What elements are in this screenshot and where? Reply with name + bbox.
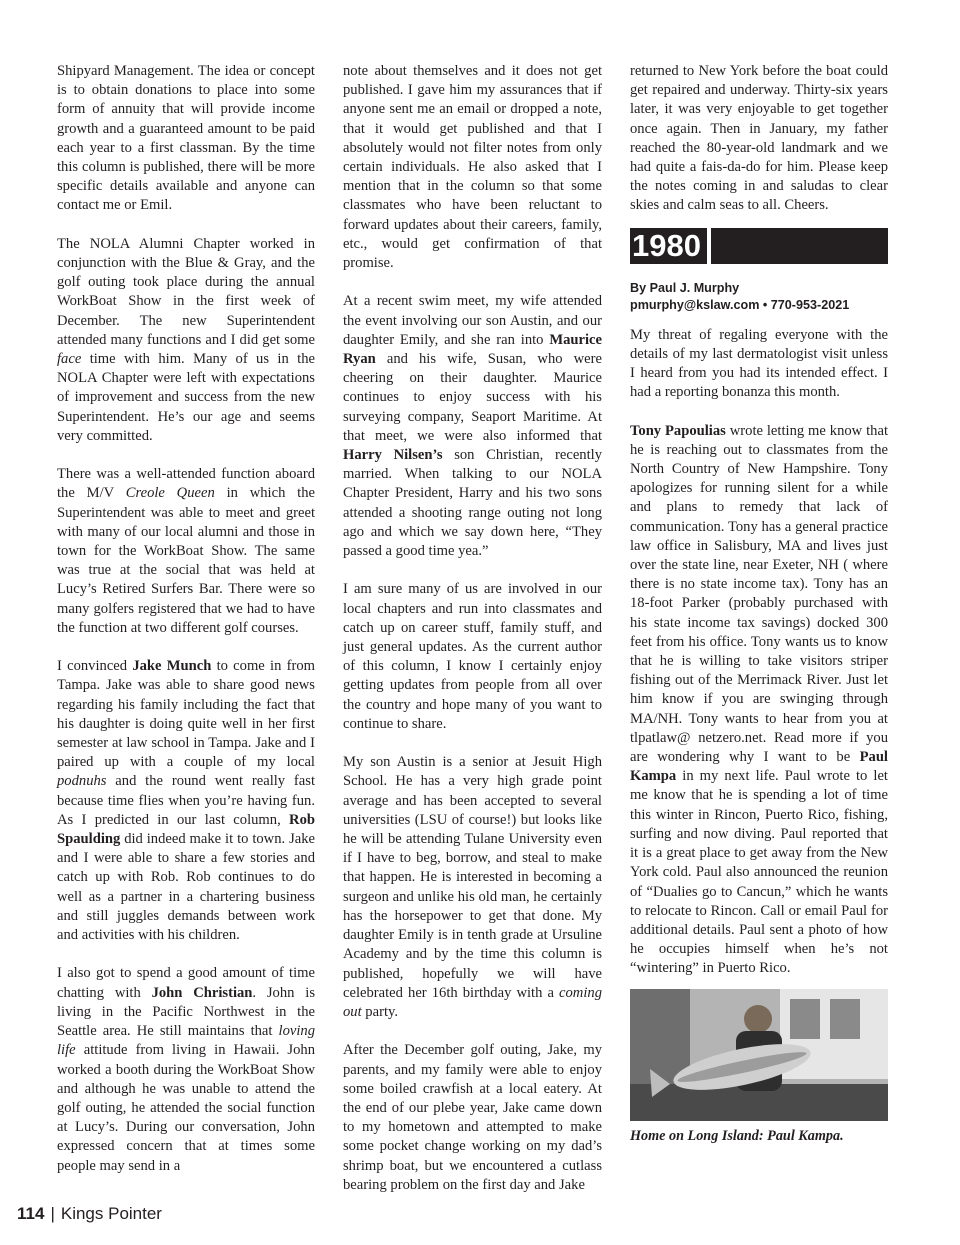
author-contact: pmurphy@kslaw.com • 770-953-2021 [630,297,850,312]
paragraph: I am sure many of us are involved in our local chapters and run into classmates and catch up on career stuff, family stuff, and just general updates. As the current author of this column, I know I certainly enjoy getting updates from people from all over the country and hope many of you want to continue to share. [343,581,602,732]
column-2 [343,62,602,1214]
paragraph: Tony Papoulias wrote letting me know that he is reaching out to classmates from the North Country of New Hampshire. Tony apologizes for running silent for a while and plans to remedy that lack of communication. Tony has a general practice law office in Salisbury, MA and lives just over the state line, near Exeter, NH ( where there is no state income tax). Tony has an 18-foot Parker (probably purchased with his state income tax savings) docked 300 feet from his office. Tony wants us to know that he is willing to take visitors striper fishing out of the Merrimack River. Just let him know if you are swinging through MA/NH. Tony wants to hear from you at tlpatlaw@ netzero.net. Read more if you are wondering why I want to be Paul Kampa in my next life. Paul wrote to let me know that he is spending a lot of time this winter in Rincon, Puerto Rico, fishing, surfing and now diving. Paul reported that it is a great place to get away from the New York cold. Paul also announced the reunion of “Dualies go to Cancun,” which he wants to relocate to Rincon. Call or email Paul for additional details. Paul sent a photo of how he occupies himself when he’s not “wintering” in Puerto Rico. [630,422,888,977]
paragraph: My son Austin is a senior at Jesuit High School. He has a very high grade point average and has been accepted to several universities (LSU of course!) but looks like he will be attending Tulane University even if I have to beg, borrow, and steal to make that happen. He is interested in becoming a surgeon and unlike his old man, he certainly has the horsepower to get that done. My daughter Emily is in tenth grade at Ursuline Academy and by the time this column is published, hopefully we will have celebrated her 16th birthday with a coming out party. [343,754,602,1020]
paragraph: I convinced Jake Munch to come in from Tampa. Jake was able to share good news regarding his family including the fact that his daughter is doing quite well in her first semester at law school in Tampa. Jake and I paired up with a couple of my local podnuhs and the round went really fast because time flies when you’re having fun. As I predicted in our last column, Rob Spaulding did indeed make it to town. Jake and I were able to share a few stories and catch up with Rob. Rob continues to do well as a partner in a chartering business and still juggles demands between work and activities with his children. [57,658,315,944]
page-number: 114 [17,1204,45,1223]
class-year-banner [630,228,888,264]
column-1 [57,62,315,1195]
class-year: 1980 [630,228,711,264]
publication-name: Kings Pointer [60,1204,162,1223]
paragraph: There was a well-attended function aboard the M/V Creole Queen in which the Superintendent was able to meet and greet with many of our local alumni and those in town for the WorkBoat Show. The same was true at the social that was held at Lucy’s Retired Surfers Bar. There were so many golfers registered that we had to have the function at two different golf courses. [57,466,315,636]
paragraph: The NOLA Alumni Chapter worked in conjunction with the Blue & Gray, and the golf outing took place during the annual WorkBoat Show in the first week of December. The new Superintendent attended many functions and I did get some face time with him. Many of us in the NOLA Chapter were left with expectations of improvement and success from the new Superintendent. He’s our age and seems very committed. [57,235,315,444]
photo-caption: Home on Long Island: Paul Kampa. [630,1127,844,1144]
paragraph: I also got to spend a good amount of time chatting with John Christian. John is living in the Pacific Northwest in the Seattle area. He still maintains that loving life attitude from living in Hawaii. John worked a booth during the WorkBoat Show and although he was unable to attend the golf outing, he attended the social function at Lucy’s. During our conversation, John expressed concern that at times some people may send in a [57,965,315,1174]
paragraph: My threat of regaling everyone with the details of my last dermatologist visit unless I heard from you had its intended effect. I had a reporting bonanza this month. [630,326,888,401]
author: By Paul J. Murphy [630,280,740,295]
paragraph: At a recent swim meet, my wife attended the event involving our son Austin, and our daughter Emily, and she ran into Maurice Ryan and his wife, Susan, who were cheering on their daughter. Maurice continues to enjoy success with his surveying company, Seaport Maritime. At that meet, we were also informed that Harry Nilsen’s son Christian, recently married. When talking to our NOLA Chapter President, Harry and his two sons attended a shooting range outing not long ago and which we say down here, “They passed a good time yea.” [343,293,603,560]
photo-paul-kampa [630,989,888,1121]
paragraph: Shipyard Management. The idea or concept is to obtain donations to place into some form of annuity that will provide income growth and a guaranteed amount to be paid each year to a first classman. By the time this column is published, there will be more specific details available and anyone can contact me or Emil. [57,63,315,214]
paragraph: returned to New York before the boat could get repaired and underway. Thirty-six years later, it was very enjoyable to get together once again. Then in January, my father reached the 80-year-old landmark and we had quite a fais-da-do for him. Please keep the notes coming in and saludas to clear skies and calm seas to all. Cheers. [630,63,888,214]
paragraph: note about themselves and it does not get published. I gave him my assurances that if anyone sent me an email or dropped a note, that it would get published and that I absolutely would not filter notes from only certain individuals. He also asked that I mention that in the column so that some classmates who have been reluctant to forward updates about their careers, family, etc., would get confirmation of that promise. [343,63,602,272]
photo-image [630,989,888,1121]
paragraph: After the December golf outing, Jake, my parents, and my family were able to enjoy some boiled crawfish at a local eatery. At the end of our plebe year, Jake came down to my hometown and attempted to make some pocket change working on my dad’s shrimp boat, but we encountered a cutlass bearing problem on the first day and Jake [343,1042,602,1193]
column-3 [630,62,888,1146]
footer-separator: | [50,1204,55,1223]
page-footer [17,1204,162,1224]
byline [630,280,888,314]
